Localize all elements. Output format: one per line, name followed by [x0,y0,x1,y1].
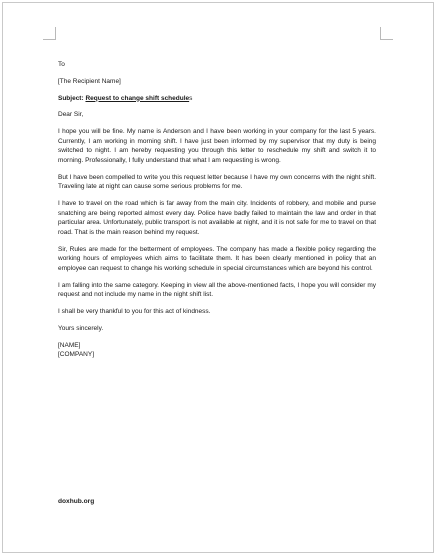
recipient-name: [The Recipient Name] [58,77,121,85]
sender-name: [NAME] [58,341,81,349]
subject-line [58,94,376,104]
corner-mark-top-right [380,27,393,40]
subject-text: Request to change shift schedule [85,94,190,102]
subject-tail: s [189,94,193,102]
salutation: Dear Sir, [58,111,84,119]
corner-mark-top-left [43,27,56,40]
letter-to: To [58,61,65,68]
paragraph-6: I shall be very thankful to you for this act of kindness. [58,307,211,315]
paragraph-5: I am falling into the same category. Keeping in view all the above-mentioned facts, I hope you will consider my request and not include my name in the night shift list. [58,281,376,299]
paragraph-1: I hope you will be fine. My name is Anderson and I have been working in your company for the last 5 years. Currently, I am working in morning shift. I have just been informed by my supervisor that my duty is being switched to night. I am hereby requesting you through this letter to reschedule my shift and switch it to morning. Professionally, I fully understand that what I am requesting is wrong. [58,128,376,164]
closing: Yours sincerely. [58,324,104,332]
paragraph-3: I have to travel on the road which is far away from the main city. Incidents of robbery, and mobile and purse snatching are being reported almost every day. Police have badly failed to maintain the law and order in that particular area. Unfortunately, public transport is not available at night, and it is not safe for me to travel on that road. That is the main reason behind my request. [58,200,376,236]
letter-body [58,60,376,367]
signature-block [58,341,376,360]
footer-site: doxhub.org [58,498,95,505]
paragraph-2: But I have been compelled to write you this request letter because I have my own concerns with the night shift. Traveling late at night can cause some serious problems for me. [58,173,376,191]
sender-company: [COMPANY] [58,351,94,359]
subject-label: Subject: [58,94,84,102]
paragraph-4: Sir, Rules are made for the betterment of employees. The company has made a flexible policy regarding the working hours of employees which aims to facilitate them. It has been clearly mentioned in policy that an employee can request to change his working schedule in special circumstances which are beyond his control. [58,245,376,272]
